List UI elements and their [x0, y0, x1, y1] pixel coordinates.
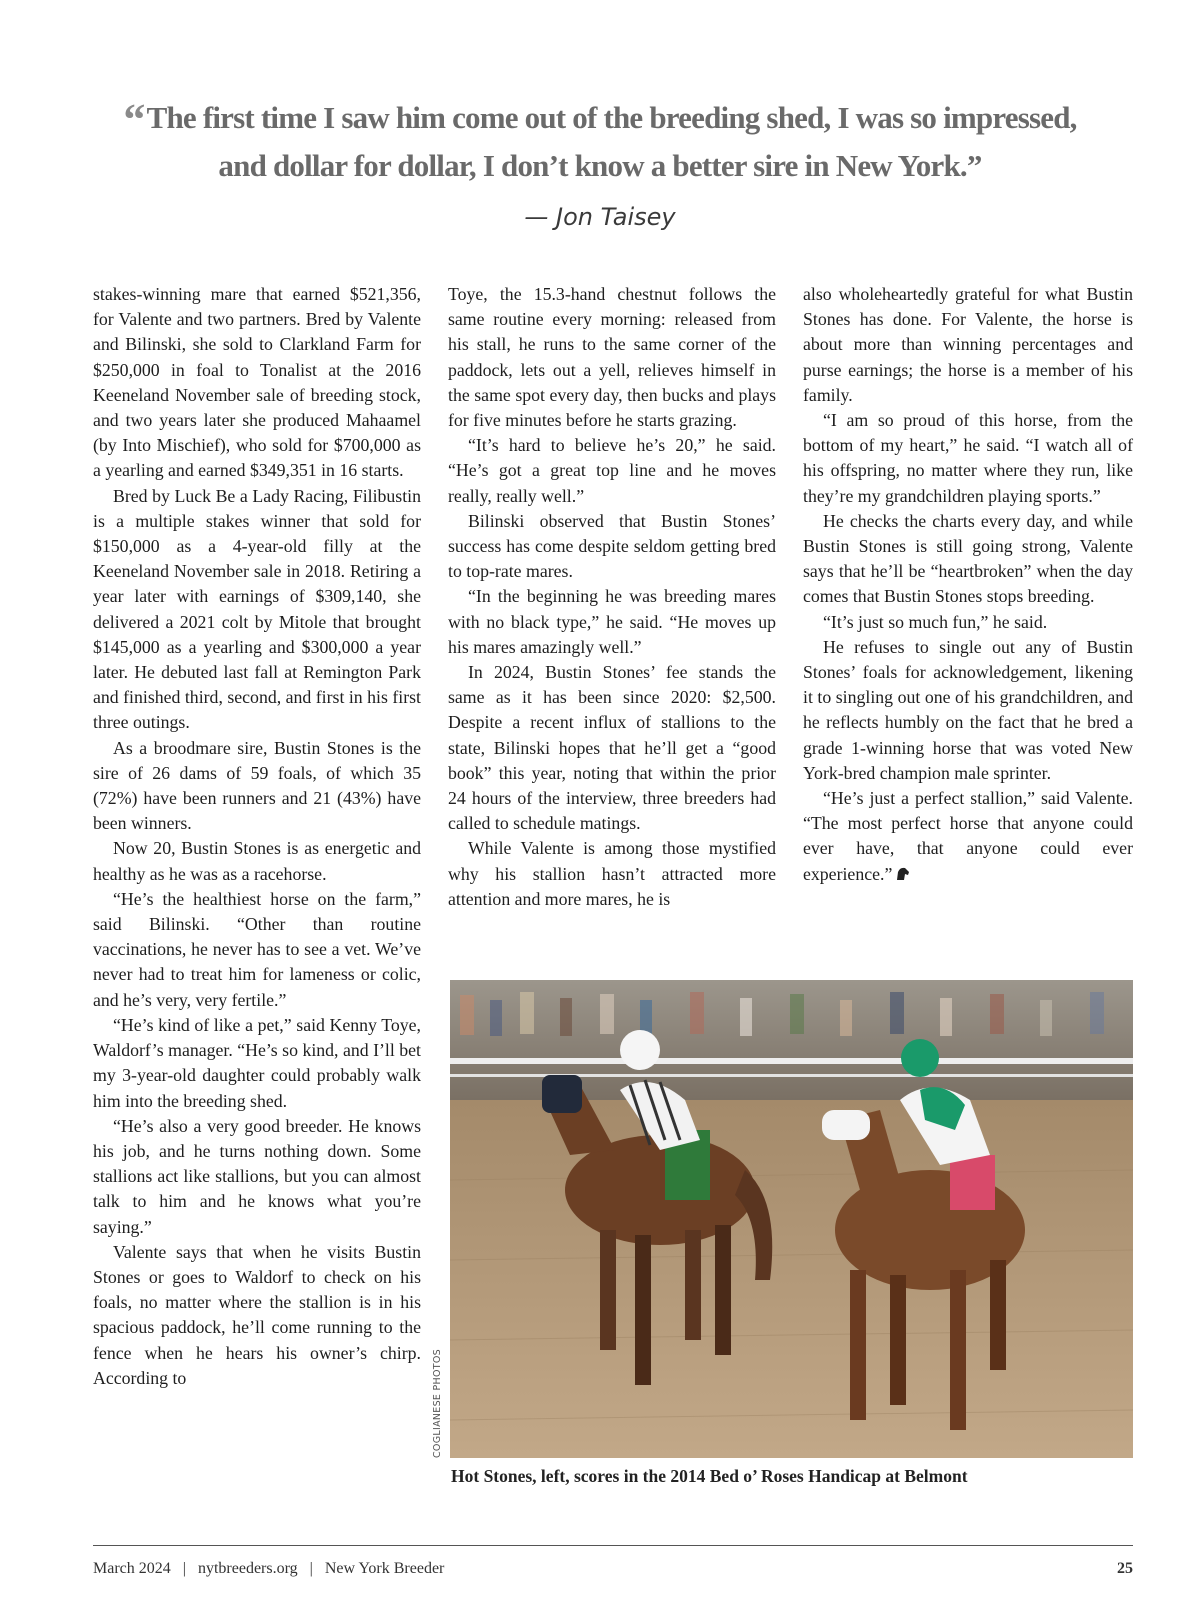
article-paragraph: “It’s hard to believe he’s 20,” he said. “He’s got a great top line and he moves really, really well.” [448, 435, 776, 506]
footer-separator: | [182, 1560, 186, 1577]
article-column-1 [93, 282, 421, 1492]
article-paragraph: He checks the charts every day, and while Bustin Stones is still going strong, Valente says that he’ll be “heartbroken” when the day comes that Bustin Stones stops breeding. [803, 510, 1133, 607]
article-paragraph: “He’s also a very good breeder. He knows his job, and he turns nothing down. Some stallions act like stallions, but you can almost talk to him and he knows what you’re saying.” [93, 1115, 421, 1237]
article-paragraph: “He’s the healthiest horse on the farm,” said Bilinski. “Other than routine vaccinations, he never has to see a vet. We’ve never had to treat him for lameness or colic, and he’s very, very fertile.” [93, 888, 421, 1010]
article-paragraph: Bilinski observed that Bustin Stones’ success has come despite seldom getting bred to top-rate mares. [448, 510, 776, 582]
article-column-2 [448, 282, 776, 912]
article-paragraph: “He’s just a perfect stallion,” said Valente. “The most perfect horse that anyone could ever have, that anyone could ever experience.” [803, 788, 1133, 884]
article-paragraph: “In the beginning he was breeding mares with no black type,” he said. “He moves up his mares amazingly well.” [448, 586, 776, 657]
article-paragraph: Bred by Luck Be a Lady Racing, Filibustin is a multiple stakes winner that sold for $150,000 as a 4-year-old filly at the Keeneland November sale in 2018. Retiring a year later with earnings of $309,140, she delivered a 2021 colt by Mitole that brought $145,000 as a yearling and $300,000 a year later. He debuted last fall at Remington Park and finished third, second, and first in his first three outings. [93, 485, 421, 733]
article-column-3 [803, 282, 1133, 887]
pull-quote-line-1: “The first time I saw him come out of the breeding shed, I was so impressed, [123, 95, 1077, 144]
article-paragraph: Toye, the 15.3-hand chestnut follows the same routine every morning: released from his stall, he runs to the same corner of the paddock, lets out a yell, relieves himself in the same spot every day, then bucks and plays for five minutes before he starts grazing. [448, 284, 776, 431]
footer-separator: | [309, 1560, 313, 1577]
photo-caption: Hot Stones, left, scores in the 2014 Bed o’ Roses Handicap at Belmont [451, 1466, 968, 1486]
quote-attribution: — Jon Taisey [524, 203, 676, 231]
article-paragraph: “It’s just so much fun,” he said. [823, 611, 1048, 632]
article-paragraph: “He’s kind of like a pet,” said Kenny Toye, Waldorf’s manager. “He’s so kind, and I’ll bet my 3-year-old daughter could probably walk him into the breeding shed. [93, 1014, 421, 1111]
article-paragraph: also wholeheartedly grateful for what Bustin Stones has done. For Valente, the horse is about more than winning percentages and purse earnings; the horse is a member of his family. [803, 284, 1133, 405]
article-paragraph: As a broodmare sire, Bustin Stones is the sire of 26 dams of 59 foals, of which 35 (72%) have been runners and 21 (43%) have been winners. [93, 737, 421, 834]
footer-publication: New York Breeder [324, 1560, 445, 1577]
photo-credit: COGLIANESE PHOTOS [432, 1349, 443, 1458]
race-photo [450, 980, 1133, 1458]
article-paragraph: stakes-winning mare that earned $521,356, for Valente and two partners. Bred by Valente and Bilinski, she sold to Clarkland Farm for $250,000 in foal to Tonalist at the 2016 Keeneland November sale of breeding stock, and two years later she produced Mahaamel (by Into Mischief), who sold for $700,000 as a yearling and earned $349,351 in 16 starts. [93, 284, 421, 481]
pull-quote [120, 95, 1080, 189]
page-number: 25 [1117, 1560, 1133, 1577]
article-paragraph: Valente says that when he visits Bustin Stones or goes to Waldorf to check on his foals, no matter where the stallion is in his spacious paddock, he’ll come running to the fence when he hears his owner’s chirp. According to [93, 1241, 421, 1388]
pull-quote-line-2: and dollar for dollar, I don’t know a better sire in New York.” [218, 148, 982, 183]
article-paragraph: Now 20, Bustin Stones is as energetic and healthy as he was as a racehorse. [93, 838, 421, 884]
article-paragraph: In 2024, Bustin Stones’ fee stands the same as it has been since 2020: $2,500. Despite a recent influx of stallions to the state, Bilinski hopes that he’ll get a “good book” this year, noting that within the prior 24 hours of the interview, three breeders had called to schedule matings. [448, 662, 776, 834]
horse-head-end-mark-icon [895, 866, 911, 881]
footer-rule [93, 1545, 1133, 1546]
article-paragraph: He refuses to single out any of Bustin Stones’ foals for acknowledgement, likening it to singling out one of his grandchildren, and he reflects humbly on the fact that he bred a grade 1-winning horse that was voted New York-bred champion male sprinter. [803, 636, 1133, 783]
article-paragraph: “I am so proud of this horse, from the bottom of my heart,” he said. “I watch all of his offspring, no matter where they run, like they’re my grandchildren playing sports.” [803, 410, 1133, 506]
article-paragraph: While Valente is among those mystified why his stallion hasn’t attracted more attention and more mares, he is [448, 838, 776, 909]
quote-mark: “ [123, 95, 145, 144]
footer-site: nytbreeders.org [197, 1560, 298, 1577]
footer [93, 1560, 444, 1578]
footer-date: March 2024 [93, 1560, 171, 1577]
